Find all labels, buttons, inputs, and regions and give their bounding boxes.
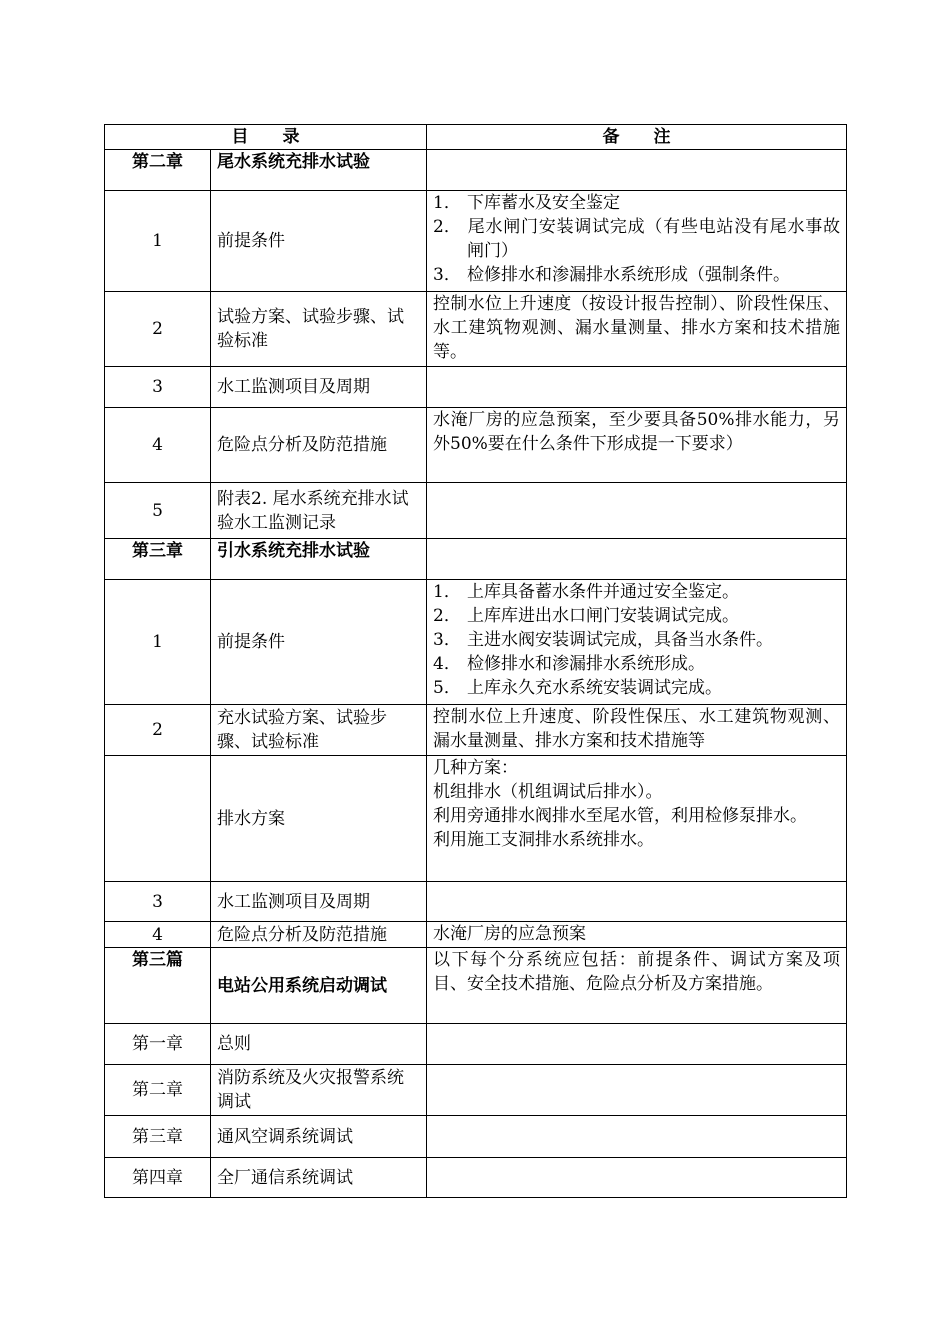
row-number: 第二章 — [105, 150, 211, 191]
row-title: 总则 — [211, 1024, 427, 1065]
row-number: 1 — [105, 191, 211, 292]
row-number: 3 — [105, 882, 211, 922]
note-list-item — [433, 263, 840, 287]
note-list-number: 2． — [433, 217, 461, 237]
row-notes — [427, 1024, 847, 1065]
note-line: 利用旁通排水阀排水至尾水管，利用检修泵排水。 — [433, 806, 807, 826]
row-notes — [427, 1116, 847, 1158]
row-number: 2 — [105, 705, 211, 756]
table-row — [105, 1065, 847, 1116]
row-notes — [427, 1065, 847, 1116]
row-notes — [427, 539, 847, 580]
note-list-text: 上库库进出水口闸门安装调试完成。 — [467, 606, 739, 626]
note-list-text: 上库永久充水系统安装调试完成。 — [467, 678, 722, 698]
row-notes: 水淹厂房的应急预案，至少要具备50%排水能力，另外50%要在什么条件下形成提一下要求） — [427, 408, 847, 483]
row-notes: 控制水位上升速度、阶段性保压、水工建筑物观测、漏水量测量、排水方案和技术措施等 — [427, 705, 847, 756]
note-list-number: 5． — [433, 678, 461, 698]
note-list-text: 尾水闸门安装调试完成（有些电站没有尾水事故闸门） — [467, 217, 840, 261]
note-list-number: 1． — [433, 582, 461, 602]
table-row — [105, 580, 847, 705]
row-number: 第三章 — [105, 539, 211, 580]
note-list-number: 2． — [433, 606, 461, 626]
note-list-text: 主进水阀安装调试完成，具备当水条件。 — [467, 630, 773, 650]
row-number — [105, 756, 211, 882]
row-title: 尾水系统充排水试验 — [211, 150, 427, 191]
row-number: 第三篇 — [105, 948, 211, 1024]
note-list-item — [433, 652, 840, 676]
row-number: 4 — [105, 922, 211, 948]
row-notes — [427, 882, 847, 922]
row-notes — [427, 1158, 847, 1198]
toc-table — [104, 124, 847, 1198]
table-row — [105, 483, 847, 539]
note-list-item — [433, 215, 840, 263]
row-notes — [427, 580, 847, 705]
row-notes — [427, 191, 847, 292]
note-list-item — [433, 604, 840, 628]
row-title: 全厂通信系统调试 — [211, 1158, 427, 1198]
row-number: 第二章 — [105, 1065, 211, 1116]
table-row — [105, 922, 847, 948]
row-title: 前提条件 — [211, 580, 427, 705]
row-notes — [427, 483, 847, 539]
header-notes: 备 注 — [427, 125, 847, 150]
row-title: 试验方案、试验步骤、试验标准 — [211, 292, 427, 367]
table-row — [105, 191, 847, 292]
row-number: 3 — [105, 367, 211, 408]
row-notes: 以下每个分系统应包括：前提条件、调试方案及项目、安全技术措施、危险点分析及方案措施。 — [427, 948, 847, 1024]
table-row — [105, 1024, 847, 1065]
row-notes — [427, 756, 847, 882]
table-body — [105, 150, 847, 1198]
row-title: 排水方案 — [211, 756, 427, 882]
table-row — [105, 150, 847, 191]
row-title: 水工监测项目及周期 — [211, 882, 427, 922]
row-title: 危险点分析及防范措施 — [211, 922, 427, 948]
note-list-number: 1． — [433, 193, 461, 213]
note-list-text: 下库蓄水及安全鉴定 — [467, 193, 620, 213]
row-title: 充水试验方案、试验步骤、试验标准 — [211, 705, 427, 756]
note-list-number: 3． — [433, 630, 461, 650]
table-row — [105, 948, 847, 1024]
row-title: 危险点分析及防范措施 — [211, 408, 427, 483]
row-notes — [427, 150, 847, 191]
note-list-text: 检修排水和渗漏排水系统形成（强制条件。 — [467, 265, 790, 285]
note-line: 机组排水（机组调试后排水）。 — [433, 782, 663, 802]
row-number: 4 — [105, 408, 211, 483]
row-number: 5 — [105, 483, 211, 539]
note-line: 几种方案： — [433, 758, 518, 778]
row-title: 消防系统及火灾报警系统调试 — [211, 1065, 427, 1116]
row-title: 引水系统充排水试验 — [211, 539, 427, 580]
table-row — [105, 882, 847, 922]
row-number: 2 — [105, 292, 211, 367]
note-list-number: 4． — [433, 654, 461, 674]
table-row — [105, 408, 847, 483]
row-notes: 水淹厂房的应急预案 — [427, 922, 847, 948]
row-number: 第一章 — [105, 1024, 211, 1065]
row-title: 电站公用系统启动调试 — [211, 948, 427, 1024]
table-row — [105, 1116, 847, 1158]
row-number: 第四章 — [105, 1158, 211, 1198]
row-number: 第三章 — [105, 1116, 211, 1158]
row-notes: 控制水位上升速度（按设计报告控制）、阶段性保压、水工建筑物观测、漏水量测量、排水方案和技术措施等。 — [427, 292, 847, 367]
table-row — [105, 756, 847, 882]
note-list-item — [433, 628, 840, 652]
table-row — [105, 539, 847, 580]
row-title: 附表2. 尾水系统充排水试验水工监测记录 — [211, 483, 427, 539]
row-title: 水工监测项目及周期 — [211, 367, 427, 408]
note-list-text: 上库具备蓄水条件并通过安全鉴定。 — [467, 582, 739, 602]
table-row — [105, 367, 847, 408]
table-row — [105, 1158, 847, 1198]
note-list-number: 3． — [433, 265, 461, 285]
note-list-item — [433, 676, 840, 700]
header-contents: 目 录 — [105, 125, 427, 150]
note-list-text: 检修排水和渗漏排水系统形成。 — [467, 654, 705, 674]
row-title: 通风空调系统调试 — [211, 1116, 427, 1158]
table-row — [105, 705, 847, 756]
note-list-item — [433, 580, 840, 604]
note-line: 利用施工支洞排水系统排水。 — [433, 830, 654, 850]
row-title: 前提条件 — [211, 191, 427, 292]
table-row — [105, 292, 847, 367]
note-list-item — [433, 191, 840, 215]
row-notes — [427, 367, 847, 408]
row-number: 1 — [105, 580, 211, 705]
table-header-row — [105, 125, 847, 150]
